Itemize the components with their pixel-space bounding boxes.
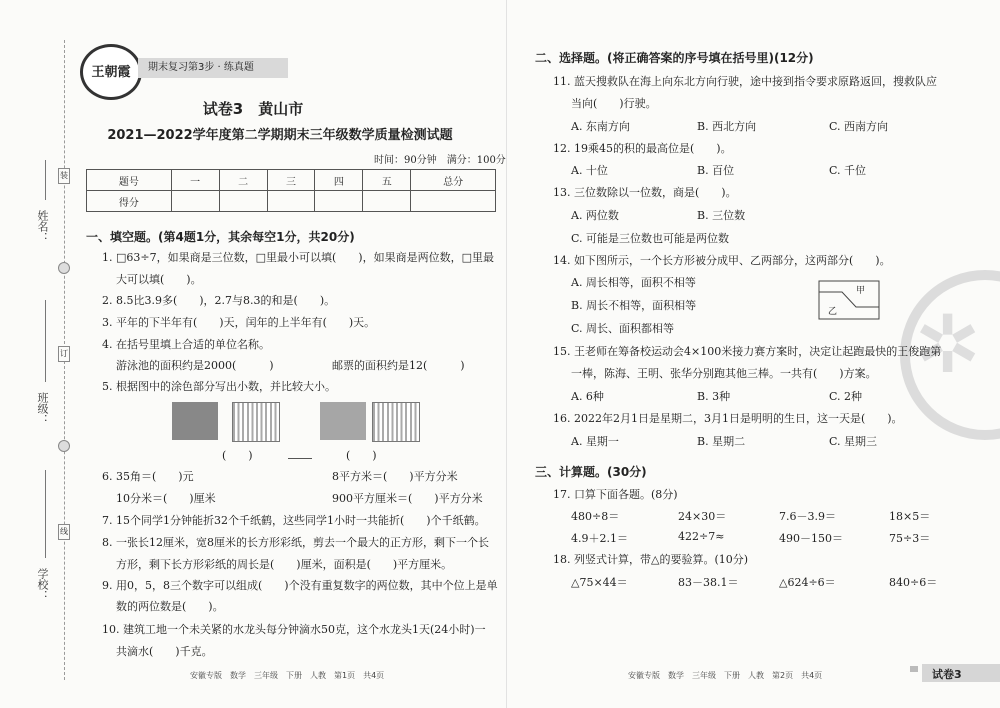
- time-score: 时间：90分钟 满分：100分: [374, 155, 506, 166]
- q16-option-b: B. 星期二: [697, 435, 746, 448]
- q11-option-b: B. 西北方向: [697, 120, 757, 133]
- paper-tag: 试卷3: [932, 668, 962, 681]
- q14-option-b: B. 周长不相等，面积相等: [571, 299, 697, 312]
- oral-calc-item: 490－150＝: [779, 532, 843, 545]
- gutter-mark: 线: [58, 524, 70, 540]
- score-cell: [315, 191, 363, 212]
- question-10: 10. 建筑工地一个未关紧的水龙头每分钟滴水50克，这个水龙头1天(24小时)一: [102, 623, 486, 636]
- question-9: 9. 用0，5，8三个数字可以组成( )个没有重复数字的两位数，其中个位上是单: [102, 579, 498, 592]
- question-15: 15. 王老师在筹备校运动会4×100米接力赛方案时，决定让起跑最快的王俊跑第: [553, 345, 942, 358]
- question-4b: 邮票的面积约是12( ): [332, 359, 465, 372]
- question-6a: 6. 35角＝( )元: [102, 470, 194, 483]
- striped-square-figure: [232, 402, 280, 442]
- score-cell: [219, 191, 267, 212]
- question-4a: 游泳池的面积约是2000( ): [116, 359, 274, 372]
- table-header-cell: 五: [363, 170, 411, 191]
- paper-title: 试卷3 黄山市: [202, 100, 304, 118]
- figure-divider: [819, 292, 879, 307]
- q12-option-c: C. 千位: [829, 164, 867, 177]
- question-17: 17. 口算下面各题。(8分): [553, 488, 678, 501]
- q5-blank-2: ( ): [346, 449, 377, 462]
- oral-calc-item: 7.6－3.9＝: [779, 510, 836, 523]
- q5-blank-1: ( ): [222, 449, 253, 462]
- q13-option-c: C. 可能是三位数也可能是两位数: [571, 232, 730, 245]
- logo-text: 王朝霞: [91, 65, 131, 80]
- score-table: [86, 169, 496, 212]
- vertical-calc-item: 83－38.1＝: [678, 576, 739, 589]
- question-5: 5. 根据图中的涂色部分写出小数，并比较大小。: [102, 380, 336, 393]
- q15-option-b: B. 3种: [697, 390, 731, 403]
- shaded-square-figure: [172, 402, 218, 440]
- q13-option-a: A. 两位数: [571, 209, 619, 222]
- section-3-title: 三、计算题。(30分): [535, 465, 647, 479]
- vertical-calc-item: △75×44＝: [571, 576, 628, 589]
- question-8-cont: 方形，剩下长方形彩纸的周长是( )厘米，面积是( )平方厘米。: [116, 558, 453, 571]
- paper-tag-bar: [922, 664, 1000, 682]
- question-1: 1. □63÷7，如果商是三位数，□里最小可以填( )，如果商是两位数，□里最: [102, 251, 494, 264]
- score-cell: [267, 191, 315, 212]
- q11-option-c: C. 西南方向: [829, 120, 889, 133]
- question-11-cont: 当向( )行驶。: [571, 97, 657, 110]
- section-1-title: 一、填空题。(第4题1分，其余每空1分，共20分): [86, 230, 355, 244]
- figure-label-yi: 乙: [828, 307, 838, 317]
- q12-option-b: B. 百位: [697, 164, 735, 177]
- table-header-cell: 二: [219, 170, 267, 191]
- question-11: 11. 蓝天搜救队在海上向东北方向行驶，途中接到指令要求原路返回，搜救队应: [553, 75, 937, 88]
- table-header-cell: 题号: [87, 170, 172, 191]
- question-2: 2. 8.5比3.9多( )，2.7与8.3的和是( )。: [102, 294, 336, 307]
- q11-option-a: A. 东南方向: [571, 120, 630, 133]
- question-1-cont: 大可以填( )。: [116, 273, 202, 286]
- question-18: 18. 列竖式计算，带△的要验算。(10分): [553, 553, 749, 566]
- question-6d: 900平方厘米＝( )平方分米: [332, 492, 483, 505]
- brand-logo: [80, 44, 142, 100]
- score-cell: [171, 191, 219, 212]
- question-9-cont: 数的两位数是( )。: [116, 600, 224, 613]
- question-12: 12. 19乘45的积的最高位是( )。: [553, 142, 732, 155]
- class-label: 班级：: [36, 392, 49, 425]
- oral-calc-item: 480÷8＝: [571, 510, 620, 523]
- question-6b: 8平方米＝( )平方分米: [332, 470, 458, 483]
- striped-square-figure: [372, 402, 420, 442]
- q16-option-a: A. 星期一: [571, 435, 619, 448]
- question-16: 16. 2022年2月1日是星期二，3月1日是明明的生日，这一天是( )。: [553, 412, 903, 425]
- q15-option-c: C. 2种: [829, 390, 863, 403]
- section-2-title: 二、选择题。(将正确答案的序号填在括号里)(12分): [535, 51, 814, 65]
- question-4: 4. 在括号里填上合适的单位名称。: [102, 338, 270, 351]
- score-cell: [363, 191, 411, 212]
- binding-hole: [58, 440, 70, 452]
- table-row: [87, 170, 496, 191]
- question-13: 13. 三位数除以一位数，商是( )。: [553, 186, 737, 199]
- q16-option-c: C. 星期三: [829, 435, 878, 448]
- q13-option-b: B. 三位数: [697, 209, 746, 222]
- q12-option-a: A. 十位: [571, 164, 608, 177]
- q14-option-a: A. 周长相等，面积不相等: [571, 276, 696, 289]
- gutter-mark: 订: [58, 346, 70, 362]
- shaded-square-figure: [320, 402, 366, 440]
- oral-calc-item: 24×30＝: [678, 510, 727, 523]
- name-line: [45, 160, 46, 200]
- figure-label-jia: 甲: [856, 286, 866, 296]
- q15-option-a: A. 6种: [571, 390, 604, 403]
- binding-hole: [58, 262, 70, 274]
- q14-option-c: C. 周长、面积都相等: [571, 322, 675, 335]
- oral-calc-item: 422÷7≈: [678, 530, 725, 543]
- score-row-label: 得分: [87, 191, 172, 212]
- class-line: [45, 300, 46, 382]
- question-15-cont: 一棒，陈海、王明、张华分别跑其他三棒。一共有( )方案。: [571, 367, 877, 380]
- question-8: 8. 一张长12厘米，宽8厘米的长方形彩纸，剪去一个最大的正方形，剩下一个长: [102, 536, 489, 549]
- corner-decor: [910, 666, 918, 672]
- table-header-cell: 四: [315, 170, 363, 191]
- question-6c: 10分米＝( )厘米: [116, 492, 216, 505]
- oral-calc-item: 4.9＋2.1＝: [571, 532, 628, 545]
- score-cell: [411, 191, 496, 212]
- oral-calc-item: 18×5＝: [889, 510, 931, 523]
- table-row: [87, 191, 496, 212]
- table-header-cell: 总分: [411, 170, 496, 191]
- question-14: 14. 如下图所示，一个长方形被分成甲、乙两部分，这两部分( )。: [553, 254, 891, 267]
- compare-blank: [288, 458, 312, 459]
- rectangle-split-figure: [818, 280, 880, 320]
- table-header-cell: 三: [267, 170, 315, 191]
- question-10-cont: 共滴水( )千克。: [116, 645, 213, 658]
- school-line: [45, 470, 46, 558]
- question-3: 3. 平年的下半年有( )天，闰年的上半年有( )天。: [102, 316, 376, 329]
- oral-calc-item: 75÷3＝: [889, 532, 931, 545]
- review-banner: 期末复习第3步 · 练真题: [138, 58, 288, 78]
- vertical-calc-item: △624÷6＝: [779, 576, 836, 589]
- name-label: 姓名：: [36, 210, 49, 243]
- watermark-glyph: ✲: [914, 298, 982, 391]
- left-footer: 安徽专版 数学 三年级 下册 人教 第1页 共4页: [190, 671, 385, 680]
- table-header-cell: 一: [171, 170, 219, 191]
- question-7: 7. 15个同学1分钟能折32个千纸鹤，这些同学1小时一共能折( )个千纸鹤。: [102, 514, 486, 527]
- school-label: 学校：: [36, 568, 49, 601]
- gutter-mark: 装: [58, 168, 70, 184]
- paper-subtitle: 2021—2022学年度第二学期期末三年级数学质量检测试题: [107, 128, 453, 143]
- right-footer: 安徽专版 数学 三年级 下册 人教 第2页 共4页: [628, 671, 823, 680]
- vertical-calc-item: 840÷6＝: [889, 576, 938, 589]
